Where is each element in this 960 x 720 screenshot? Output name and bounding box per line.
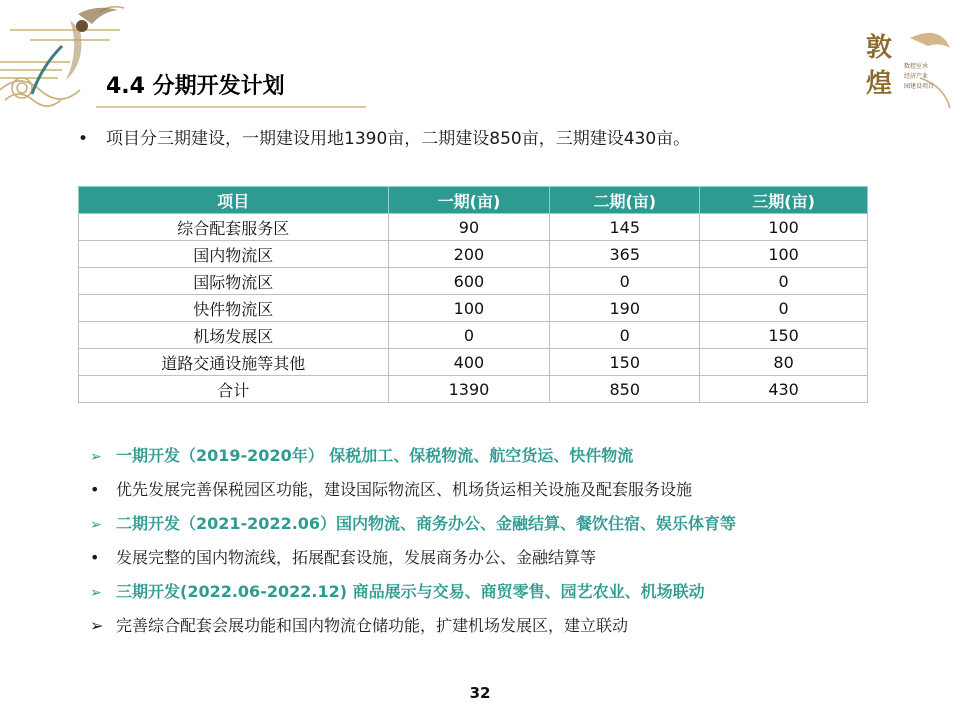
dunhuang-logo-icon <box>860 8 955 123</box>
table-row <box>79 349 868 376</box>
table-cell: 合计 <box>79 376 389 403</box>
phase-text: 三期开发(2022.06-2022.12) 商品展示与交易、商贸零售、园艺农业、机场联动 <box>116 582 705 601</box>
table-total-row <box>79 376 868 403</box>
table-cell: 0 <box>388 322 550 349</box>
phase-list <box>90 442 940 646</box>
svg-text:园建设项目: 园建设项目 <box>904 83 935 90</box>
arrow-bullet-icon: ➢ <box>90 449 102 465</box>
column-header: 一期(亩) <box>388 187 550 214</box>
phase-text: 完善综合配套会展功能和国内物流仓储功能，扩建机场发展区，建立联动 <box>116 616 629 635</box>
table-cell: 150 <box>700 322 868 349</box>
table-cell: 综合配套服务区 <box>79 214 389 241</box>
phase-text: 发展完整的国内物流线，拓展配套设施，发展商务办公、金融结算等 <box>116 548 597 567</box>
table-cell: 100 <box>700 214 868 241</box>
phase-1-heading <box>90 442 940 476</box>
table-row <box>79 268 868 295</box>
phase-1-description <box>90 476 940 510</box>
table-header-row <box>79 187 868 214</box>
table-cell: 0 <box>700 268 868 295</box>
table-cell: 国内物流区 <box>79 241 389 268</box>
svg-text:经济产业: 经济产业 <box>904 73 929 80</box>
bullet-marker: • <box>90 480 100 499</box>
table-row <box>79 214 868 241</box>
phase-3-description <box>90 612 940 646</box>
table-cell: 国际物流区 <box>79 268 389 295</box>
table-cell: 145 <box>550 214 700 241</box>
table-cell: 365 <box>550 241 700 268</box>
table-cell: 600 <box>388 268 550 295</box>
phase-2-description <box>90 544 940 578</box>
phase-area-table <box>78 186 868 403</box>
phase-2-heading <box>90 510 940 544</box>
bullet-marker: • <box>90 548 100 567</box>
table-cell: 100 <box>388 295 550 322</box>
table-cell: 400 <box>388 349 550 376</box>
table-cell: 850 <box>550 376 700 403</box>
table-row <box>79 241 868 268</box>
table-row <box>79 295 868 322</box>
slide-title: 4.4 分期开发计划 <box>106 74 285 99</box>
phase-3-heading <box>90 578 940 612</box>
table-cell: 100 <box>700 241 868 268</box>
column-header: 三期(亩) <box>700 187 868 214</box>
bullet-marker: • <box>78 129 89 149</box>
table-cell: 0 <box>550 322 700 349</box>
phase-text: 一期开发（2019-2020年） 保税加工、保税物流、航空货运、快件物流 <box>116 446 634 465</box>
table-cell: 200 <box>388 241 550 268</box>
table-cell: 1390 <box>388 376 550 403</box>
intro-text: 项目分三期建设，一期建设用地1390亩，二期建设850亩，三期建设430亩。 <box>106 129 691 149</box>
table-cell: 机场发展区 <box>79 322 389 349</box>
table-cell: 190 <box>550 295 700 322</box>
table-cell: 430 <box>700 376 868 403</box>
table-cell: 0 <box>550 268 700 295</box>
table-cell: 快件物流区 <box>79 295 389 322</box>
column-header: 项目 <box>79 187 389 214</box>
phase-text: 二期开发（2021-2022.06）国内物流、商务办公、金融结算、餐饮住宿、娱乐体育等 <box>116 514 737 533</box>
table-cell: 0 <box>700 295 868 322</box>
table-cell: 150 <box>550 349 700 376</box>
table-row <box>79 322 868 349</box>
svg-text:敦: 敦 <box>866 33 893 63</box>
page-number: 32 <box>469 684 491 702</box>
column-header: 二期(亩) <box>550 187 700 214</box>
arrow-bullet-icon: ➢ <box>90 585 102 601</box>
table-cell: 道路交通设施等其他 <box>79 349 389 376</box>
phase-text: 优先发展完善保税园区功能，建设国际物流区、机场货运相关设施及配套服务设施 <box>116 480 693 499</box>
table-cell: 80 <box>700 349 868 376</box>
table-cell: 90 <box>388 214 550 241</box>
svg-text:数控室承: 数控室承 <box>904 63 929 70</box>
intro-bullet-line <box>78 126 898 152</box>
svg-text:煌: 煌 <box>866 69 893 99</box>
arrow-bullet-icon: ➢ <box>90 616 104 635</box>
arrow-bullet-icon: ➢ <box>90 517 102 533</box>
